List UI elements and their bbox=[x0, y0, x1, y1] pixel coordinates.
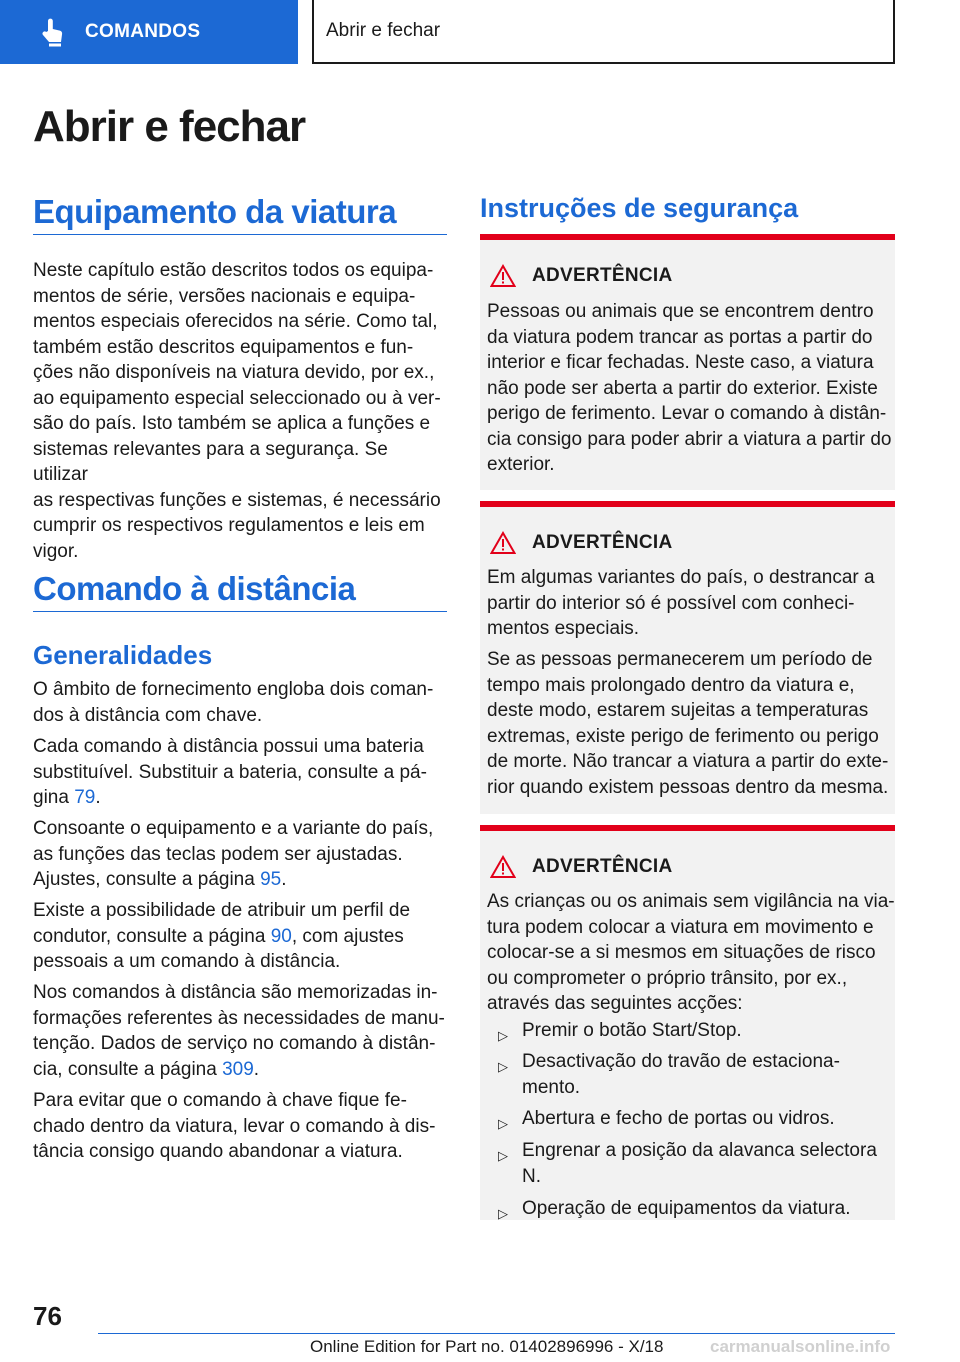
watermark: carmanualsonline.info bbox=[710, 1337, 891, 1356]
text-fragment: . bbox=[253, 1058, 260, 1080]
text-line: através das seguintes acções: bbox=[487, 993, 743, 1014]
text-line: formações referentes às necessidades de manu- bbox=[33, 1007, 445, 1029]
text-line: mento. bbox=[522, 1076, 581, 1098]
page-link[interactable]: 79 bbox=[74, 787, 96, 808]
text-line: Nos comandos à distância são memorizadas in- bbox=[33, 982, 438, 1003]
warning-title: ADVERTÊNCIA bbox=[532, 265, 673, 286]
list-item-text bbox=[522, 1106, 886, 1137]
text-line: Em algumas variantes do país, o destrancar a bbox=[487, 567, 875, 588]
text-line bbox=[33, 867, 447, 893]
footer-edition: Online Edition for Part no. 01402896996 - X/18 bbox=[310, 1337, 664, 1356]
text-line: colocar-se a si mesmos em situações de risco bbox=[487, 942, 876, 963]
text-line: tenção. Dados de serviço no comando à distân- bbox=[33, 1033, 436, 1054]
warning-triangle-icon bbox=[490, 855, 516, 879]
list-item-text bbox=[522, 1049, 886, 1100]
text-line: exterior. bbox=[487, 454, 555, 475]
list-item bbox=[496, 1049, 886, 1100]
text-fragment: . bbox=[95, 787, 101, 808]
warning-header bbox=[490, 855, 673, 879]
warning-header bbox=[490, 531, 673, 555]
warning-text bbox=[487, 889, 895, 1017]
section-title-remote: Comando à distância bbox=[33, 570, 356, 607]
text-line: mentos especiais oferecidos na série. Como tal, bbox=[33, 311, 438, 332]
warning-header bbox=[490, 264, 673, 288]
text-line: N. bbox=[522, 1165, 541, 1187]
warning-title: ADVERTÊNCIA bbox=[532, 856, 673, 877]
text-line: vigor. bbox=[33, 540, 79, 562]
text-line: ções não disponíveis na viatura devido, por ex., bbox=[33, 362, 435, 383]
page-title: Abrir e fechar bbox=[33, 102, 306, 151]
page-number: 76 bbox=[33, 1301, 62, 1331]
text-line: Se as pessoas permanecerem um período de bbox=[487, 649, 873, 670]
text-line bbox=[33, 785, 447, 811]
text-fragment: , com ajustes bbox=[291, 925, 404, 947]
text-line: Operação de equipamentos da viatura. bbox=[522, 1198, 851, 1219]
bullet-triangle-icon: ▷ bbox=[498, 1206, 508, 1221]
text-line: Existe a possibilidade de atribuir um perfil de bbox=[33, 900, 411, 921]
paragraph-scope bbox=[33, 677, 447, 728]
warning-triangle-icon bbox=[490, 531, 516, 555]
bullet-triangle-icon: ▷ bbox=[498, 1028, 508, 1043]
warning-text bbox=[487, 299, 893, 478]
warning-text bbox=[487, 565, 893, 642]
list-item bbox=[496, 1138, 886, 1189]
text-line: substituível. Substituir a bateria, consulte a pá- bbox=[33, 761, 427, 783]
text-line bbox=[33, 1057, 453, 1083]
text-line: As crianças ou os animais sem vigilância na via- bbox=[487, 891, 895, 912]
text-line: as respectivas funções e sistemas, é necessário bbox=[33, 489, 441, 511]
equipment-paragraph bbox=[33, 258, 447, 564]
text-line: de morte. Não trancar a viatura a partir do exte- bbox=[487, 751, 889, 772]
text-line: interior e ficar fechadas. Neste caso, a viatura bbox=[487, 352, 874, 373]
footer-rule bbox=[98, 1333, 895, 1334]
bullet-triangle-icon: ▷ bbox=[498, 1148, 508, 1163]
header-tab-label: COMANDOS bbox=[85, 21, 201, 42]
text-line: dos à distância com chave. bbox=[33, 704, 263, 726]
section-rule bbox=[33, 611, 447, 612]
page-link[interactable]: 95 bbox=[260, 869, 282, 890]
text-line: tempo mais prolongado dentro da viatura e, bbox=[487, 674, 855, 696]
text-line: Cada comando à distância possui uma bateria bbox=[33, 736, 424, 757]
section-rule bbox=[33, 234, 447, 235]
text-line: O âmbito de fornecimento engloba dois coman- bbox=[33, 679, 434, 700]
text-line: ou comprometer o próprio trânsito, por ex., bbox=[487, 967, 848, 989]
text-line: pessoais a um comando à distância. bbox=[33, 951, 341, 972]
text-fragment: . bbox=[281, 869, 287, 890]
page-link[interactable]: 309 bbox=[222, 1058, 254, 1080]
text-line: Desactivação do travão de estaciona- bbox=[522, 1051, 840, 1072]
text-line: mentos de série, versões nacionais e equipa- bbox=[33, 285, 416, 307]
text-line: rior quando existem pessoas dentro da mesma. bbox=[487, 776, 889, 798]
subsection-title-general: Generalidades bbox=[33, 640, 213, 670]
bullet-triangle-icon: ▷ bbox=[498, 1116, 508, 1131]
page-link[interactable]: 90 bbox=[270, 925, 292, 947]
text-line bbox=[33, 924, 447, 950]
text-line: tância consigo quando abandonar a viatura. bbox=[33, 1141, 403, 1162]
text-line: extremas, existe perigo de ferimento ou perigo bbox=[487, 725, 879, 747]
text-line: mentos especiais. bbox=[487, 618, 640, 639]
breadcrumb-label: Abrir e fechar bbox=[326, 20, 441, 41]
text-line: Consoante o equipamento e a variante do país, bbox=[33, 818, 434, 839]
text-line: Neste capítulo estão descritos todos os equipa- bbox=[33, 260, 434, 281]
warning-box bbox=[480, 234, 895, 490]
text-line: Para evitar que o comando à chave fique fe- bbox=[33, 1090, 407, 1111]
paragraph-service bbox=[33, 980, 453, 1082]
text-line: partir do interior só é possível com conheci- bbox=[487, 592, 855, 614]
text-line: sistemas relevantes para a segurança. Se utilizar bbox=[33, 438, 388, 485]
paragraph-lockout bbox=[33, 1088, 447, 1165]
list-item bbox=[496, 1106, 886, 1137]
text-line: Abertura e fecho de portas ou vidros. bbox=[522, 1108, 835, 1129]
text-fragment: Ajustes, consulte a página bbox=[33, 869, 261, 890]
text-line: Engrenar a posição da alavanca selectora bbox=[522, 1140, 877, 1161]
paragraph-profile bbox=[33, 898, 447, 975]
text-line: deste modo, estarem sujeitas a temperaturas bbox=[487, 700, 869, 721]
paragraph-battery bbox=[33, 734, 447, 811]
list-item bbox=[496, 1018, 886, 1049]
section-title-safety: Instruções de segurança bbox=[480, 193, 799, 223]
text-line: cumprir os respectivos regulamentos e leis em bbox=[33, 515, 425, 536]
warning-triangle-icon bbox=[490, 264, 516, 288]
list-item-text bbox=[522, 1018, 886, 1049]
list-item-text bbox=[522, 1138, 886, 1189]
text-fragment: condutor, consulte a página bbox=[33, 925, 271, 947]
text-line: Premir o botão Start/Stop. bbox=[522, 1020, 742, 1041]
text-fragment: gina bbox=[33, 787, 75, 808]
warning-box bbox=[480, 501, 895, 814]
list-item-text bbox=[522, 1196, 886, 1227]
paragraph-keys bbox=[33, 816, 447, 893]
text-line: chado dentro da viatura, levar o comando à dis- bbox=[33, 1115, 436, 1137]
section-title-equipment: Equipamento da viatura bbox=[33, 193, 397, 230]
text-line: também estão descritos equipamentos e fun- bbox=[33, 336, 414, 358]
text-line: Pessoas ou animais que se encontrem dentro bbox=[487, 301, 874, 322]
text-line: tura podem colocar a viatura em movimento e bbox=[487, 916, 874, 938]
text-line: da viatura podem trancar as portas a partir do bbox=[487, 326, 873, 348]
warning-title: ADVERTÊNCIA bbox=[532, 532, 673, 553]
text-line: ao equipamento especial seleccionado ou à ver- bbox=[33, 387, 441, 409]
text-line: cia consigo para poder abrir a viatura a partir do bbox=[487, 428, 892, 450]
breadcrumb bbox=[312, 0, 895, 64]
hand-pointer-icon bbox=[33, 12, 73, 52]
text-line: perigo de ferimento. Levar o comando à distân- bbox=[487, 403, 887, 424]
warning-text bbox=[487, 647, 897, 800]
header-section-tab bbox=[0, 0, 298, 64]
text-line: não pode ser aberta a partir do exterior. Existe bbox=[487, 377, 878, 399]
text-line: são do país. Isto também se aplica a funções e bbox=[33, 413, 431, 434]
list-item bbox=[496, 1196, 886, 1227]
text-fragment: cia, consulte a página bbox=[33, 1058, 223, 1080]
text-line: as funções das teclas podem ser ajustadas. bbox=[33, 843, 403, 865]
bullet-triangle-icon: ▷ bbox=[498, 1059, 508, 1074]
